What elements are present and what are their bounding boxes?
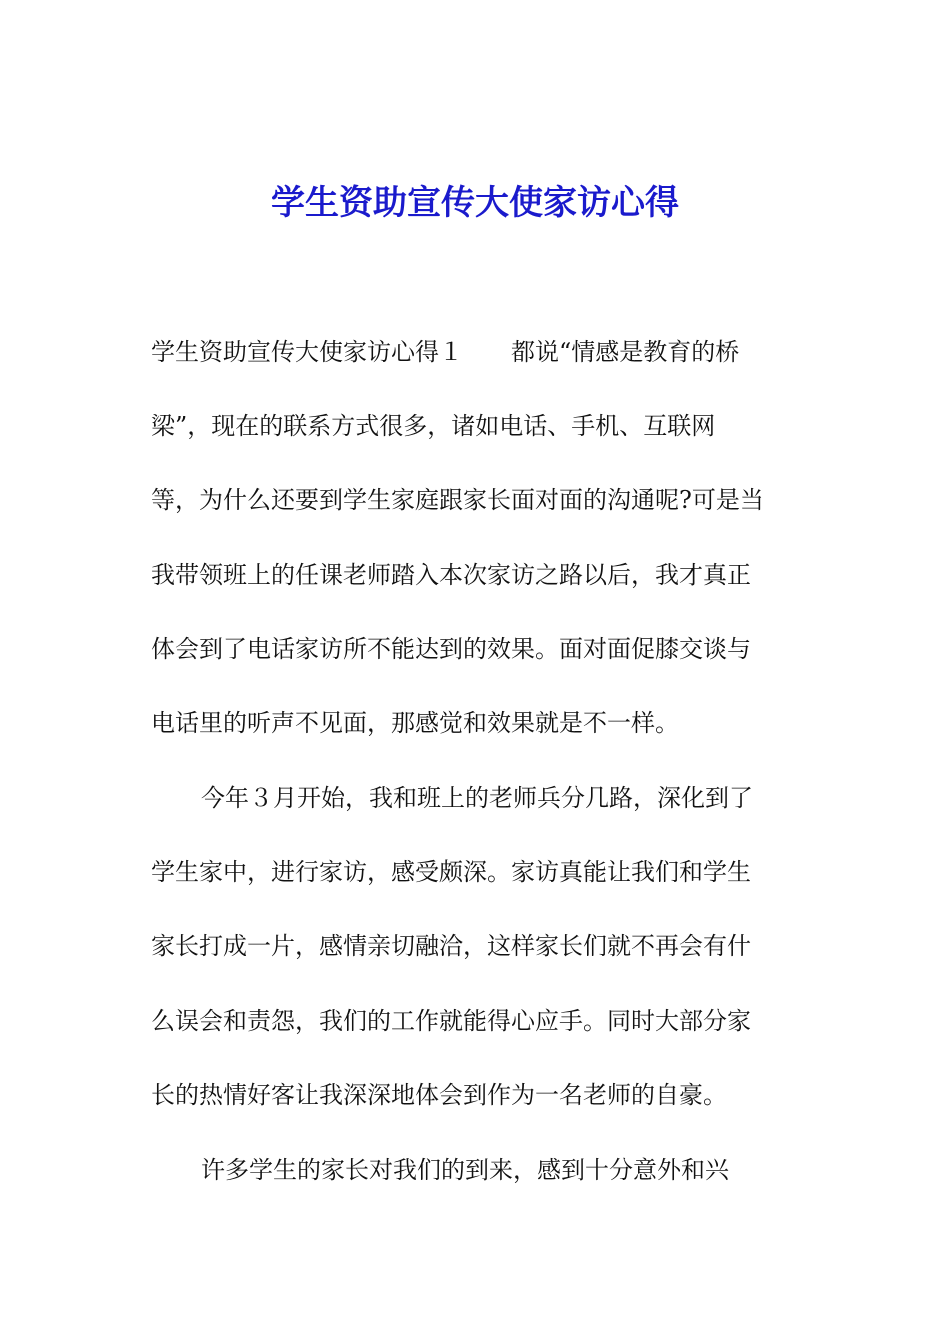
paragraph-2-line-2: 学生家中，进行家访，感受颇深。家访真能让我们和学生	[151, 858, 751, 886]
paragraph-1-line-5: 体会到了电话家访所不能达到的效果。面对面促膝交谈与	[151, 635, 751, 663]
paragraph-2-line-5: 长的热情好客让我深深地体会到作为一名老师的自豪。	[151, 1081, 727, 1109]
paragraph-1-line-1: 学生资助宣传大使家访心得１ 都说“情感是教育的桥	[151, 338, 740, 366]
paragraph-2-line-4: 么误会和责怨，我们的工作就能得心应手。同时大部分家	[151, 1007, 751, 1035]
paragraph-1-line-4: 我带领班上的任课老师踏入本次家访之路以后，我才真正	[151, 561, 751, 589]
paragraph-1-line-3: 等，为什么还要到学生家庭跟家长面对面的沟通呢?可是当	[151, 486, 764, 514]
paragraph-3-line-1: 许多学生的家长对我们的到来，感到十分意外和兴	[201, 1156, 729, 1184]
paragraph-1-line-6: 电话里的听声不见面，那感觉和效果就是不一样。	[151, 709, 679, 737]
paragraph-1-line-2: 梁”，现在的联系方式很多，诸如电话、手机、互联网	[151, 412, 716, 440]
paragraph-2-line-3: 家长打成一片，感情亲切融洽，这样家长们就不再会有什	[151, 932, 751, 960]
document-title: 学生资助宣传大使家访心得	[271, 183, 679, 223]
paragraph-2-line-1: 今年３月开始，我和班上的老师兵分几路，深化到了	[201, 784, 753, 812]
